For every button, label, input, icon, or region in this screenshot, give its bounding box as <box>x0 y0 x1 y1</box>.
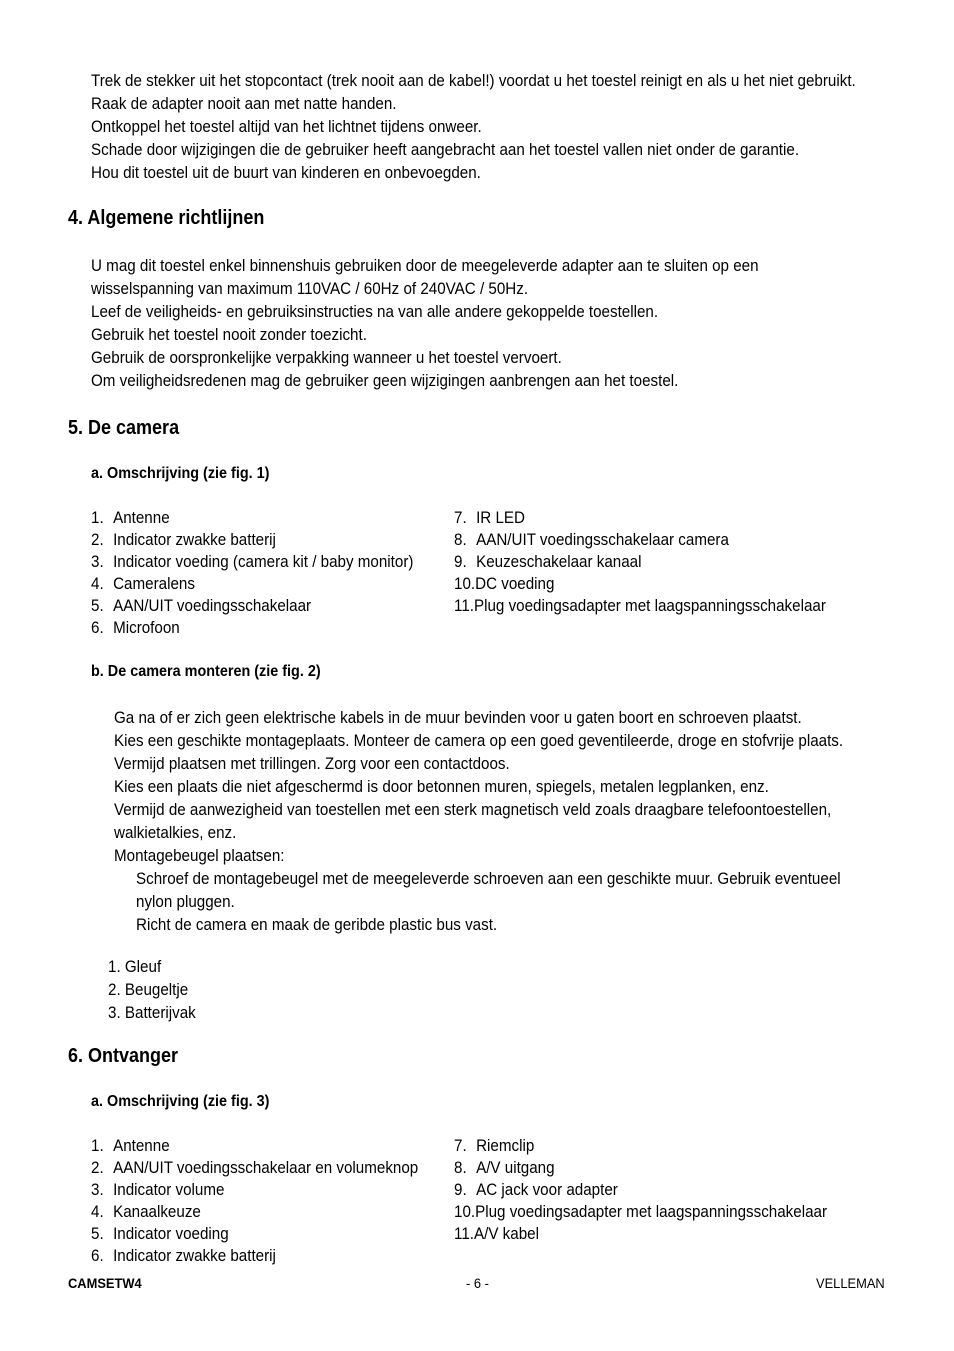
footer-brand: VELLEMAN <box>816 1275 885 1291</box>
section-5b-heading: b. De camera monteren (zie fig. 2) <box>91 663 321 680</box>
footer-model: CAMSETW4 <box>68 1275 142 1291</box>
mounting-line: Montagebeugel plaatsen: <box>114 847 285 865</box>
intro-line: Raak de adapter nooit aan met natte handen. <box>91 95 397 113</box>
mounting-paragraph <box>114 707 843 868</box>
section-4-line: Gebruik de oorspronkelijke verpakking wanneer u het toestel vervoert. <box>91 349 562 367</box>
intro-line: Hou dit toestel uit de buurt van kinderen en onbevoegden. <box>91 164 481 182</box>
section-4-line: wisselspanning van maximum 110VAC / 60Hz of 240VAC / 50Hz. <box>91 280 529 298</box>
mounting-line: Vermijd plaatsen met trillingen. Zorg voor een contactdoos. <box>114 755 510 773</box>
list-item: 1. Gleuf <box>108 958 162 976</box>
list-item: 1. Antenne <box>91 1137 170 1155</box>
mounting-line: walkietalkies, enz. <box>114 824 237 842</box>
list-item: 11.A/V kabel <box>454 1225 539 1243</box>
section-4-heading: 4. Algemene richtlijnen <box>68 207 265 229</box>
section-6a-heading: a. Omschrijving (zie fig. 3) <box>91 1093 270 1110</box>
list-item: 5. AAN/UIT voedingsschakelaar <box>91 597 312 615</box>
bracket-instructions <box>136 868 841 937</box>
list-item: 6. Indicator zwakke batterij <box>91 1247 276 1265</box>
intro-line: Ontkoppel het toestel altijd van het lichtnet tijdens onweer. <box>91 118 482 136</box>
list-item: 2. Indicator zwakke batterij <box>91 531 276 549</box>
list-item: 9. AC jack voor adapter <box>454 1181 618 1199</box>
list-item: 8. A/V uitgang <box>454 1159 555 1177</box>
bracket-line: Richt de camera en maak de geribde plastic bus vast. <box>136 916 498 934</box>
list-item: 2. Beugeltje <box>108 981 189 999</box>
intro-paragraph <box>91 70 856 185</box>
mounting-line: Vermijd de aanwezigheid van toestellen met een sterk magnetisch veld zoals draagbare telefoontoestellen, <box>114 801 832 819</box>
mounting-line: Ga na of er zich geen elektrische kabels in de muur bevinden voor u gaten boort en schroeven plaatst. <box>114 709 802 727</box>
list-item: 2. AAN/UIT voedingsschakelaar en volumeknop <box>91 1159 419 1177</box>
list-item: 3. Batterijvak <box>108 1004 196 1022</box>
list-item: 3. Indicator voeding (camera kit / baby monitor) <box>91 553 414 571</box>
camera-parts-list-left <box>91 507 413 639</box>
bracket-line: Schroef de montagebeugel met de meegeleverde schroeven aan een geschikte muur. Gebruik eventueel <box>136 870 841 888</box>
section-6-heading: 6. Ontvanger <box>68 1045 179 1067</box>
list-item: 10.DC voeding <box>454 575 555 593</box>
list-item: 5. Indicator voeding <box>91 1225 229 1243</box>
section-4-line: Leef de veiligheids- en gebruiksinstructies na van alle andere gekoppelde toestellen. <box>91 303 659 321</box>
section-5a-heading: a. Omschrijving (zie fig. 1) <box>91 465 270 482</box>
receiver-parts-list-left <box>91 1135 418 1267</box>
list-item: 6. Microfoon <box>91 619 180 637</box>
list-item: 7. IR LED <box>454 509 526 527</box>
section-4-line: Gebruik het toestel nooit zonder toezicht. <box>91 326 367 344</box>
receiver-parts-list-right <box>454 1135 827 1245</box>
list-item: 8. AAN/UIT voedingsschakelaar camera <box>454 531 729 549</box>
list-item: 9. Keuzeschakelaar kanaal <box>454 553 642 571</box>
section-4-line: U mag dit toestel enkel binnenshuis gebruiken door de meegeleverde adapter aan te sluiten op een <box>91 257 759 275</box>
list-item: 11.Plug voedingsadapter met laagspanningsschakelaar <box>454 597 826 615</box>
list-item: 1. Antenne <box>91 509 170 527</box>
intro-line: Trek de stekker uit het stopcontact (trek nooit aan de kabel!) voordat u het toestel reinigt en als u het niet gebruikt. <box>91 72 856 90</box>
mounting-line: Kies een geschikte montageplaats. Monteer de camera op een goed geventileerde, droge en stofvrije plaats. <box>114 732 844 750</box>
list-item: 10.Plug voedingsadapter met laagspanningsschakelaar <box>454 1203 828 1221</box>
list-item: 7. Riemclip <box>454 1137 535 1155</box>
camera-parts-list-right <box>454 507 826 617</box>
mounting-line: Kies een plaats die niet afgeschermd is door betonnen muren, spiegels, metalen legplanken, enz. <box>114 778 769 796</box>
bracket-parts-list <box>108 956 196 1025</box>
list-item: 4. Kanaalkeuze <box>91 1203 201 1221</box>
bracket-line: nylon pluggen. <box>136 893 235 911</box>
section-4-paragraph <box>91 255 759 393</box>
list-item: 4. Cameralens <box>91 575 195 593</box>
section-5-heading: 5. De camera <box>68 417 180 439</box>
list-item: 3. Indicator volume <box>91 1181 225 1199</box>
intro-line: Schade door wijzigingen die de gebruiker heeft aangebracht aan het toestel vallen niet onder de garantie. <box>91 141 800 159</box>
section-4-line: Om veiligheidsredenen mag de gebruiker geen wijzigingen aanbrengen aan het toestel. <box>91 372 679 390</box>
footer-page-number: - 6 - <box>466 1275 489 1291</box>
